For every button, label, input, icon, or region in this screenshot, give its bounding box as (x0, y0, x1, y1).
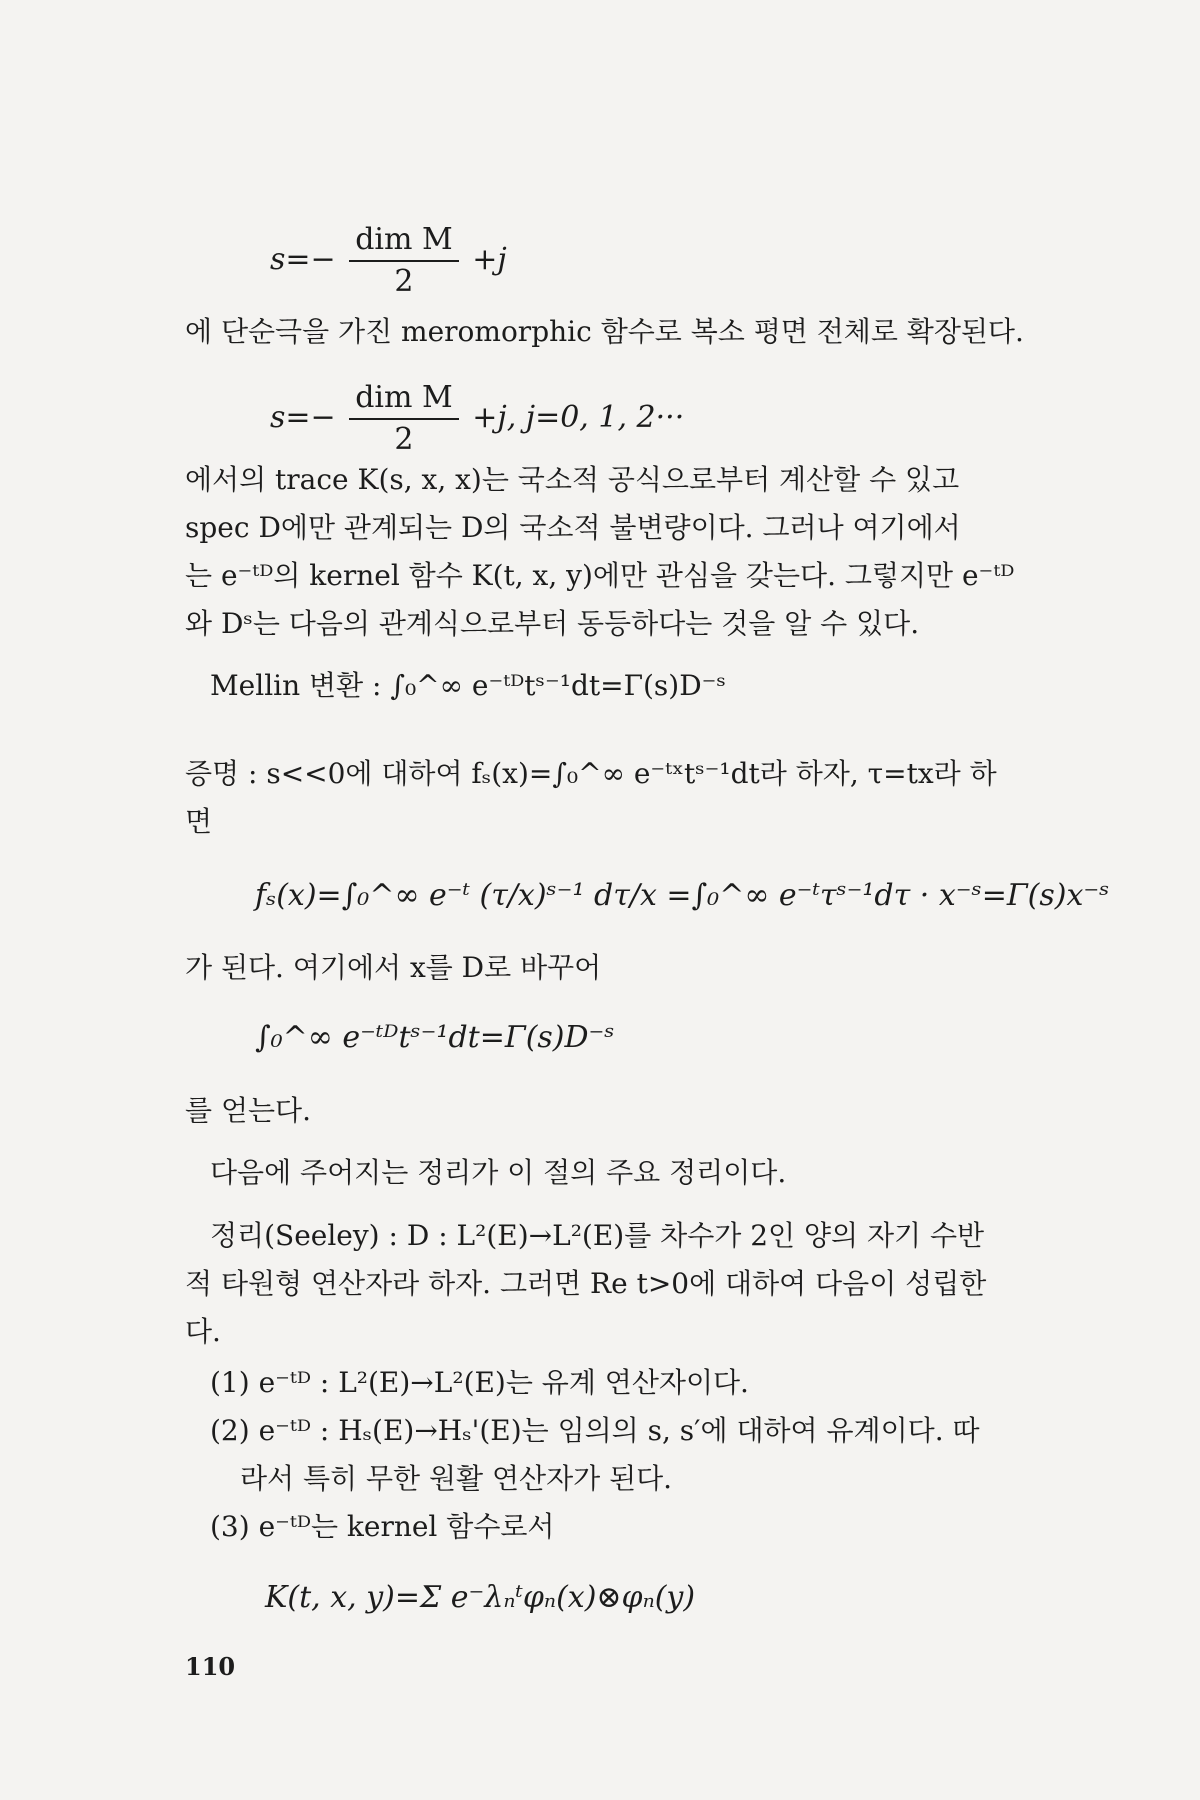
equation-1-denominator: 2 (394, 264, 414, 299)
proof-line: 증명 : s<<0에 대하여 fₛ(x)=∫₀^∞ e⁻ᵗˣtˢ⁻¹dt라 하자, τ=tx라 하 (185, 757, 997, 790)
equation-1 (270, 222, 507, 300)
theorem-item: 라서 특히 무한 원활 연산자가 된다. (240, 1462, 673, 1495)
theorem-item: (3) e⁻ᵗᴰ는 kernel 함수로서 (210, 1510, 555, 1543)
paragraph-line: 에서의 trace K(s, x, x)는 국소적 공식으로부터 계산할 수 있고 (185, 463, 960, 496)
paragraph-line: 와 Dˢ는 다음의 관계식으로부터 동등하다는 것을 알 수 있다. (185, 607, 920, 640)
page-number: 110 (185, 1652, 236, 1681)
equation-1-lhs: s=− (270, 242, 336, 277)
equation-2-rhs: +j, j=0, 1, 2··· (472, 400, 685, 435)
proof-line: 면 (185, 805, 213, 838)
theorem-line: 적 타원형 연산자라 하자. 그러면 Re t>0에 대하여 다음이 성립한 (185, 1267, 987, 1300)
theorem-item: (2) e⁻ᵗᴰ : Hₛ(E)→Hₛ'(E)는 임의의 s, s′에 대하여 유계이다. 따 (210, 1414, 980, 1447)
mellin-transform: Mellin 변환 : ∫₀^∞ e⁻ᵗᴰtˢ⁻¹dt=Γ(s)D⁻ˢ (210, 669, 726, 702)
paragraph-line: 는 e⁻ᵗᴰ의 kernel 함수 K(t, x, y)에만 관심을 갖는다. 그렇지만 e⁻ᵗᴰ (185, 559, 1015, 592)
equation-2-numerator: dim M (349, 380, 459, 420)
paragraph-line: spec D에만 관계되는 D의 국소적 불변량이다. 그러나 여기에서 (185, 511, 961, 544)
text-line-4: 다음에 주어지는 정리가 이 절의 주요 정리이다. (210, 1156, 787, 1189)
text-line-3: 를 얻는다. (185, 1094, 311, 1127)
theorem-line: 정리(Seeley) : D : L²(E)→L²(E)를 차수가 2인 양의 자기 수반 (210, 1219, 985, 1252)
theorem-line: 다. (185, 1315, 221, 1348)
text-line-1: 에 단순극을 가진 meromorphic 함수로 복소 평면 전체로 확장된다. (185, 315, 1024, 348)
equation-1-numerator: dim M (349, 222, 459, 262)
equation-2-denominator: 2 (394, 422, 414, 457)
equation-3: fₛ(x)=∫₀^∞ e⁻ᵗ (τ/x)ˢ⁻¹ dτ/x =∫₀^∞ e⁻ᵗτˢ⁻¹dτ · x⁻ˢ=Γ(s)x⁻ˢ (255, 878, 1110, 913)
equation-5: K(t, x, y)=Σ e⁻λₙᵗφₙ(x)⊗φₙ(y) (265, 1580, 696, 1615)
equation-1-rhs: +j (472, 242, 507, 277)
equation-1-fraction (349, 222, 459, 300)
theorem-item: (1) e⁻ᵗᴰ : L²(E)→L²(E)는 유계 연산자이다. (210, 1366, 749, 1399)
equation-2 (270, 380, 684, 458)
text-line-2: 가 된다. 여기에서 x를 D로 바꾸어 (185, 951, 602, 984)
equation-2-fraction (349, 380, 459, 458)
equation-2-lhs: s=− (270, 400, 336, 435)
equation-4: ∫₀^∞ e⁻ᵗᴰtˢ⁻¹dt=Γ(s)D⁻ˢ (255, 1020, 615, 1055)
